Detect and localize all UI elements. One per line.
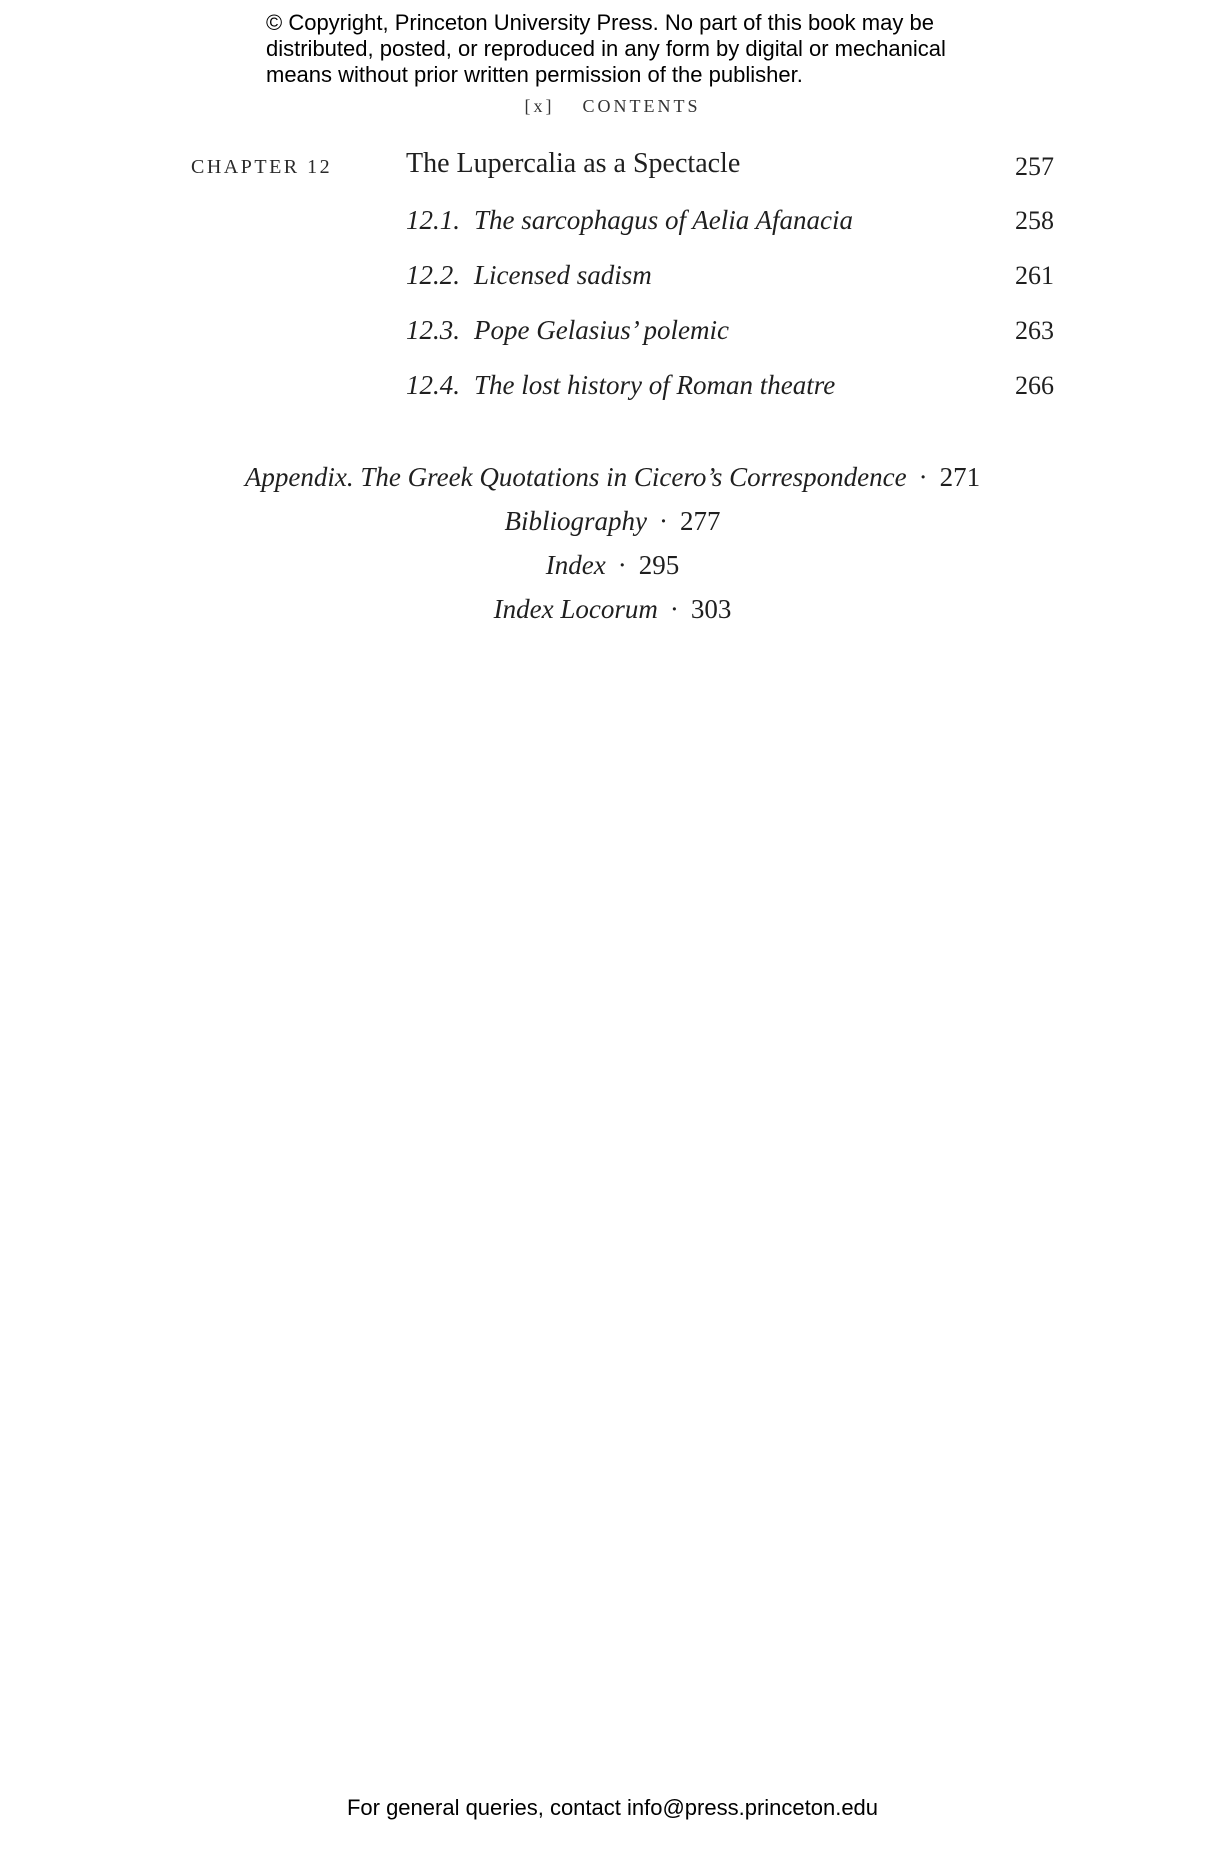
separator-dot: ·: [669, 594, 679, 624]
copyright-notice: © Copyright, Princeton University Press. No part of this book may be distributed, posted, or reproduced in any form by digital or mechanical means without prior written permission of the publisher.: [266, 10, 946, 87]
separator-dot: ·: [918, 462, 928, 492]
chapter-title: The Lupercalia as a Spectacle: [406, 148, 741, 179]
back-matter-page: 277: [680, 506, 721, 536]
section-page-number: 258: [1015, 206, 1054, 235]
running-head: [0, 96, 1225, 117]
back-matter-title: Index: [545, 550, 606, 580]
back-matter-entry: [0, 506, 1225, 537]
section-page-number: 266: [1015, 371, 1054, 400]
toc-section: [406, 315, 729, 346]
back-matter-page: 271: [939, 462, 981, 492]
section-page-number: 263: [1015, 316, 1054, 345]
back-matter-title: Appendix. The Greek Quotations in Cicero’s Correspondence: [244, 462, 907, 492]
back-matter-entry: [0, 550, 1225, 581]
toc-section: [406, 260, 652, 291]
back-matter-title: Index Locorum: [493, 594, 658, 624]
separator-dot: ·: [617, 550, 627, 580]
section-number: 12.2.: [406, 260, 460, 290]
section-page-number: 261: [1015, 261, 1054, 290]
section-title: Pope Gelasius’ polemic: [474, 315, 729, 345]
section-title: Licensed sadism: [474, 260, 652, 290]
back-matter-title: Bibliography: [504, 506, 647, 536]
toc-section: [406, 205, 853, 236]
running-head-label: CONTENTS: [582, 96, 701, 116]
back-matter-page: 295: [638, 550, 680, 580]
running-head-page: [x]: [524, 96, 555, 116]
separator-dot: ·: [659, 506, 668, 536]
footer-contact: For general queries, contact info@press.princeton.edu: [346, 1795, 879, 1820]
chapter-page-number: 257: [1015, 152, 1054, 181]
back-matter-entry: [0, 462, 1225, 493]
chapter-label: CHAPTER 12: [191, 156, 333, 178]
section-number: 12.1.: [406, 205, 460, 235]
section-title: The lost history of Roman theatre: [474, 370, 836, 400]
toc-section: [406, 370, 835, 401]
back-matter-page: 303: [690, 594, 732, 624]
section-title: The sarcophagus of Aelia Afanacia: [474, 205, 853, 235]
back-matter-entry: [0, 594, 1225, 625]
section-number: 12.3.: [406, 315, 460, 345]
section-number: 12.4.: [406, 370, 460, 400]
